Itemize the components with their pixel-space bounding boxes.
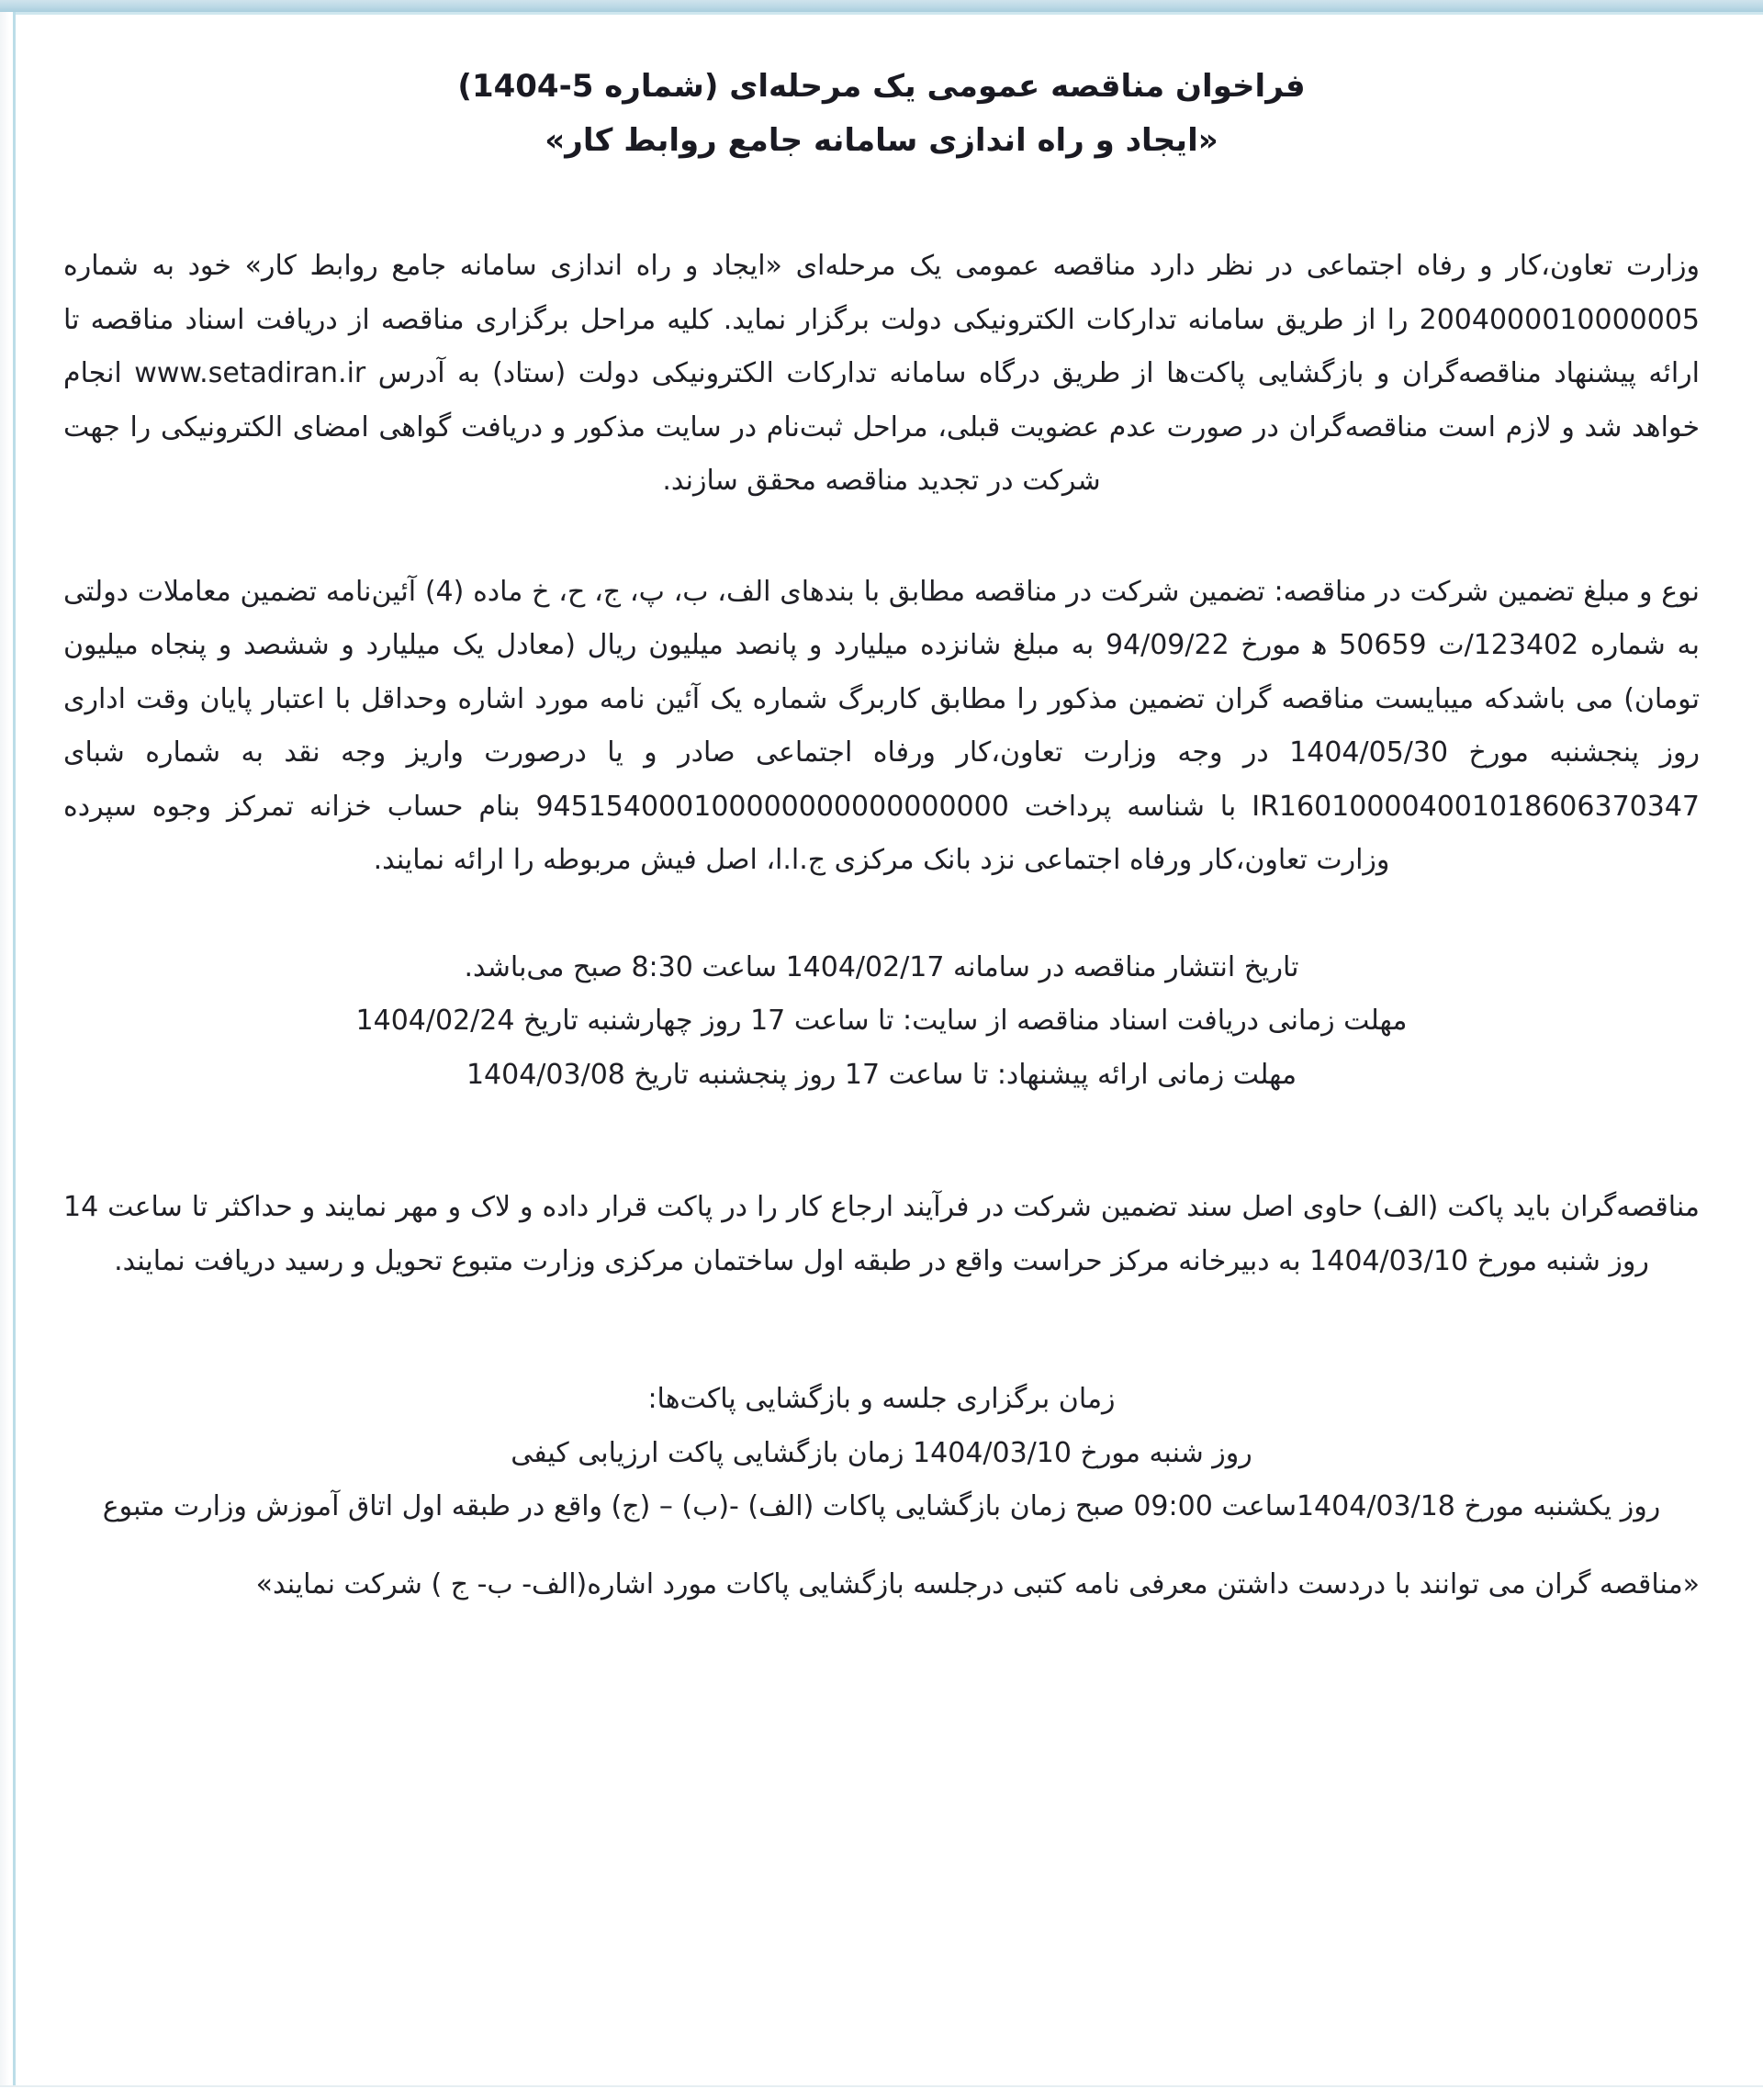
opening-section [63, 1373, 1700, 1611]
opening-line-qualitative: روز شنبه مورخ 1404/03/10 زمان بازگشایی پاکت ارزیابی کیفی [511, 1436, 1252, 1469]
intro-section [63, 240, 1700, 509]
opening-quote: «مناقصه گران می توانند با دردست داشتن معرفی نامه کتبی درجلسه بازگشایی پاکات مورد اشاره(الف- ب- ج ) شرکت نمایند» [255, 1567, 1700, 1600]
document-sheet [16, 15, 1747, 1611]
page-top-border [0, 0, 1763, 12]
publish-date-line: تاریخ انتشار مناقصه در سامانه 1404/02/17 ساعت 8:30 صبح می‌باشد. [464, 950, 1299, 983]
guarantee-section [63, 566, 1700, 888]
guarantee-paragraph: نوع و مبلغ تضمین شرکت در مناقصه: تضمین شرکت در مناقصه مطابق با بندهای الف، ب، پ، ج، ح، خ ماده (4) آئین‌نامه تضمین معاملات دولتی به شماره 123402/ت 50659 ه‍ مورخ 94/09/22 به مبلغ شانزده میلیارد و پانصد میلیون ریال (معادل یک میلیارد و ششصد و پنجاه میلیون تومان) می باشدکه میبایست مناقصه گران تضمین مذکور را مطابق کاربرگ شماره یک آئین نامه مورد اشاره وحداقل با اعتبار پایان وقت اداری روز پنجشنبه مورخ 1404/05/30 در وجه وزارت تعاون،کار ورفاه اجتماعی صادر و یا درصورت واریز وجه نقد به شماره شبای IR160100004001018606370347 با شناسه پرداخت 945154000100000000000000000 بنام حساب خزانه تمرکز وجوه سپرده وزارت تعاون،کار ورفاه اجتماعی نزد بانک مرکزی ج.ا.ا، اصل فیش مربوطه را ارائه نمایند. [63, 575, 1700, 877]
opening-spacer [63, 1534, 1700, 1558]
opening-line-envelopes: روز یکشنبه مورخ 1404/03/18ساعت 09:00 صبح زمان بازگشایی پاکات (الف) -(ب) – (ج) واقع در طبقه اول اتاق آموزش وزارت متبوع [102, 1490, 1661, 1523]
title-line-2: «ایجاد و راه اندازی سامانه جامع روابط کار» [545, 121, 1218, 159]
proposal-deadline-line: مهلت زمانی ارائه پیشنهاد: تا ساعت 17 روز پنجشنبه تاریخ 1404/03/08 [466, 1058, 1297, 1091]
intro-paragraph: وزارت تعاون،کار و رفاه اجتماعی در نظر دارد مناقصه عمومی یک مرحله‌ای «ایجاد و راه اندازی سامانه جامع روابط کار» خود به شماره 2004000010000005 را از طریق سامانه تدارکات الکترونیکی دولت برگزار نماید. کلیه مراحل برگزاری مناقصه از دریافت اسناد مناقصه تا ارائه پیشنهاد مناقصه‌گران و بازگشایی پاکت‌ها از طریق درگاه سامانه تدارکات الکترونیکی دولت (ستاد) به آدرس www.setadiran.ir انجام خواهد شد و لازم است مناقصه‌گران در صورت عدم عضویت قبلی، مراحل ثبت‌نام در سایت مذکور و دریافت گواهی امضای الکترونیکی را جهت شرکت در تجدید مناقصه محقق سازند. [63, 250, 1700, 498]
title-line-1: فراخوان مناقصه عمومی یک مرحله‌ای (شماره 5-1404) [457, 68, 1306, 105]
envelope-paragraph: مناقصه‌گران باید پاکت (الف) حاوی اصل سند تضمین شرکت در فرآیند ارجاع کار را در پاکت قرار داده و لاک و مهر نمایند و حداکثر تا ساعت 14 روز شنبه مورخ 1404/03/10 به دبیرخانه مرکز حراست واقع در طبقه اول ساختمان مرکزی وزارت متبوع تحویل و رسید دریافت نمایند. [63, 1191, 1700, 1277]
dates-section [63, 941, 1700, 1103]
page-bottom-border [0, 2085, 1763, 2100]
documents-deadline-line: مهلت زمانی دریافت اسناد مناقصه از سایت: تا ساعت 17 روز چهارشنبه تاریخ 1404/02/24 [355, 1005, 1408, 1038]
page-left-shadow [0, 0, 13, 2100]
envelope-section [63, 1181, 1700, 1288]
opening-heading: زمان برگزاری جلسه و بازگشایی پاکت‌ها: [647, 1383, 1116, 1416]
page-title [63, 15, 1700, 164]
